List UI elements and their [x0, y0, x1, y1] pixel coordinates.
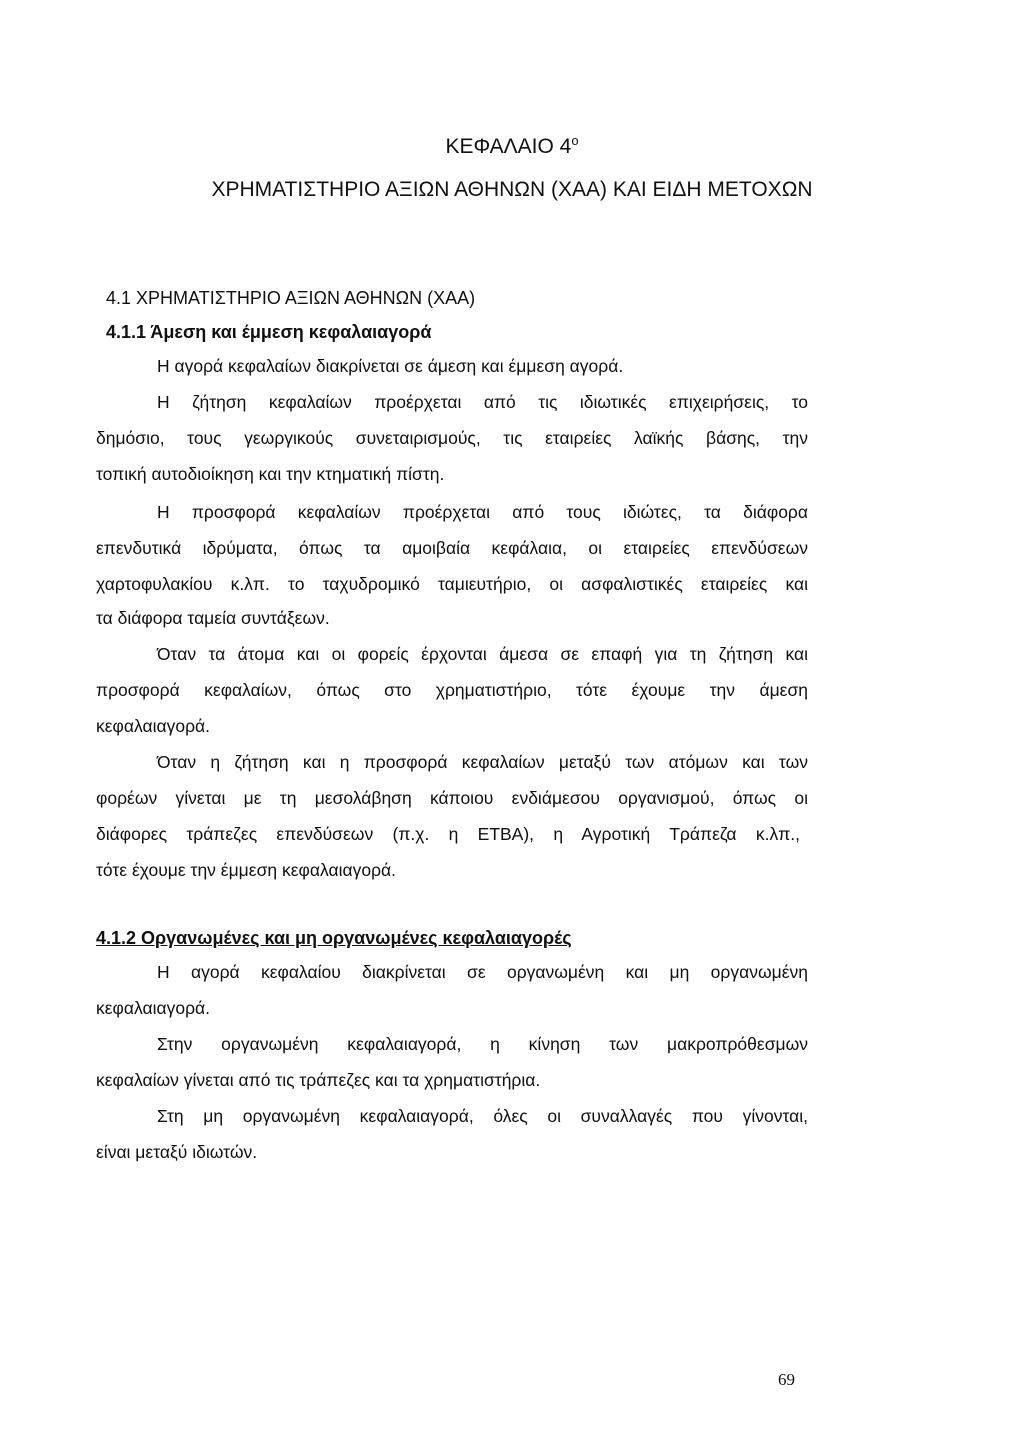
paragraph-line: τότε έχουμε την έμμεση κεφαλαιαγορά.: [96, 860, 397, 880]
paragraph-line: είναι μεταξύ ιδιωτών.: [96, 1142, 258, 1162]
paragraph-line: Όταν τα άτομα και οι φορείς έρχονται άμεσα σε επαφή για τη ζήτηση και: [157, 644, 808, 664]
paragraph-line: κεφαλαιαγορά.: [96, 716, 211, 736]
chapter-title: ΧΡΗΜΑΤΙΣΤΗΡΙΟ ΑΞΙΩΝ ΑΘΗΝΩΝ (ΧΑΑ) ΚΑΙ ΕΙΔΗ ΜΕΤΟΧΩΝ: [211, 178, 813, 201]
page-number: 69: [778, 1370, 795, 1389]
paragraph-line: Η αγορά κεφαλαίου διακρίνεται σε οργανωμένη και μη οργανωμένη: [157, 962, 808, 982]
paragraph-line: φορέων γίνεται με τη μεσολάβηση κάποιου ενδιάμεσου οργανισμού, όπως οι: [96, 788, 808, 808]
paragraph-line: Η αγορά κεφαλαίων διακρίνεται σε άμεση και έμμεση αγορά.: [157, 356, 624, 376]
paragraph-line: τα διάφορα ταμεία συντάξεων.: [96, 608, 330, 628]
paragraph-line: Όταν η ζήτηση και η προσφορά κεφαλαίων μεταξύ των ατόμων και των: [157, 752, 808, 772]
paragraph-line: επενδυτικά ιδρύματα, όπως τα αμοιβαία κεφάλαια, οι εταιρείες επενδύσεων: [96, 538, 808, 558]
subsection-heading-4-1-2: 4.1.2 Οργανωμένες και μη οργανωμένες κεφαλαιαγορές: [96, 928, 572, 948]
paragraph-line: Η ζήτηση κεφαλαίων προέρχεται από τις ιδιωτικές επιχειρήσεις, το: [157, 392, 808, 412]
paragraph-line: Στη μη οργανωμένη κεφαλαιαγορά, όλες οι συναλλαγές που γίνονται,: [157, 1106, 808, 1126]
subsection-heading-4-1-1: 4.1.1 Άμεση και έμμεση κεφαλαιαγορά: [106, 322, 432, 342]
paragraph-line: χαρτοφυλακίου κ.λπ. το ταχυδρομικό ταμιευτήριο, οι ασφαλιστικές εταιρείες και: [96, 574, 808, 594]
section-heading-4-1: 4.1 ΧΡΗΜΑΤΙΣΤΗΡΙΟ ΑΞΙΩΝ ΑΘΗΝΩΝ (ΧΑΑ): [106, 288, 476, 308]
paragraph-line: διάφορες τράπεζες επενδύσεων (π.χ. η ΕΤΒΑ), η Αγροτική Τράπεζα κ.λπ.,: [96, 824, 800, 844]
paragraph-line: κεφαλαιαγορά.: [96, 998, 211, 1018]
paragraph-line: προσφορά κεφαλαίων, όπως στο χρηματιστήριο, τότε έχουμε την άμεση: [96, 680, 808, 700]
paragraph-line: τοπική αυτοδιοίκηση και την κτηματική πίστη.: [96, 464, 445, 484]
paragraph-line: κεφαλαίων γίνεται από τις τράπεζες και τα χρηματιστήρια.: [96, 1070, 541, 1090]
paragraph-line: δημόσιο, τους γεωργικούς συνεταιρισμούς, τις εταιρείες λαϊκής βάσης, την: [96, 428, 808, 448]
paragraph-line: Στην οργανωμένη κεφαλαιαγορά, η κίνηση των μακροπρόθεσμων: [157, 1034, 808, 1054]
paragraph-line: Η προσφορά κεφαλαίων προέρχεται από τους ιδιώτες, τα διάφορα: [157, 502, 808, 522]
chapter-number: ΚΕΦΑΛΑΙΟ $4^o$: [445, 133, 579, 158]
